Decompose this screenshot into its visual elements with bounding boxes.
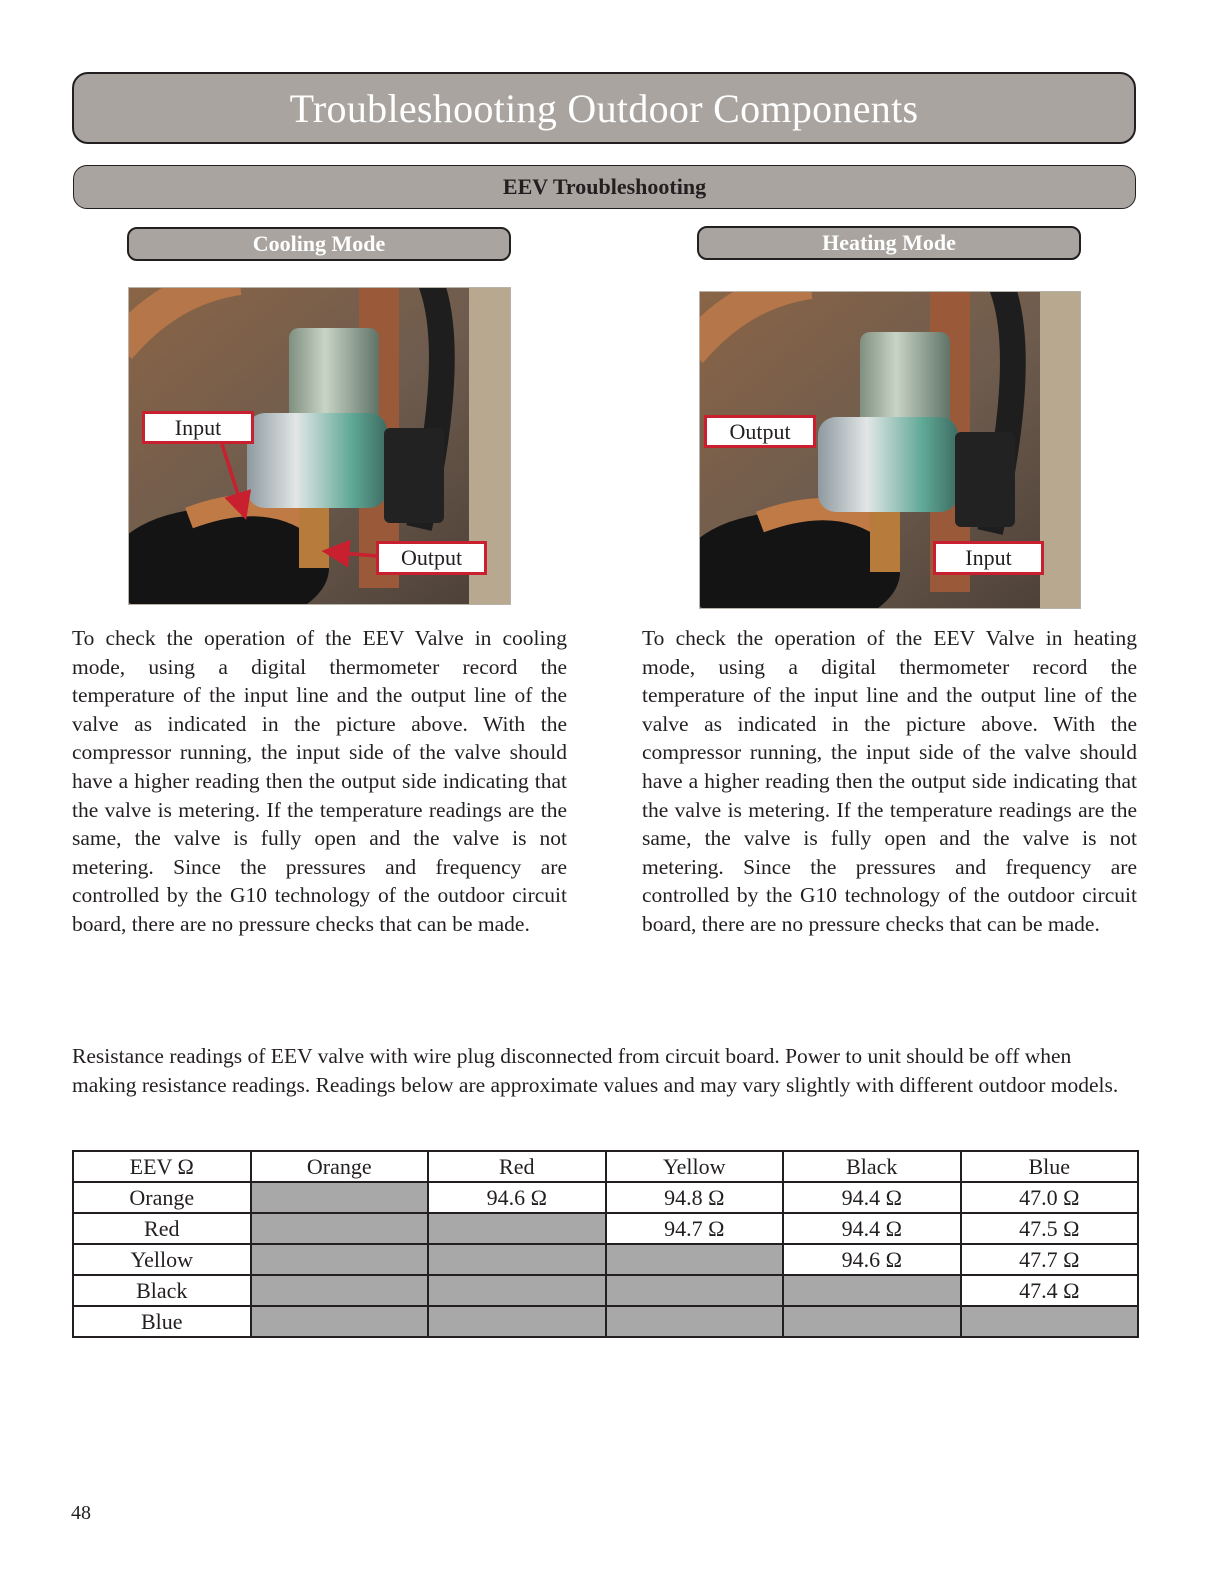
shaded-cell xyxy=(251,1244,429,1275)
table-row xyxy=(73,1306,1138,1337)
table-header-cell: Yellow xyxy=(606,1151,784,1182)
heating-mode-bar xyxy=(697,226,1081,260)
section-title: EEV Troubleshooting xyxy=(502,174,707,199)
table-cell: 47.5 Ω xyxy=(961,1213,1139,1244)
table-header-cell: EEV Ω xyxy=(73,1151,251,1182)
table-row xyxy=(73,1244,1138,1275)
table-cell: 47.0 Ω xyxy=(961,1182,1139,1213)
resistance-table xyxy=(72,1150,1139,1338)
table-cell: 47.4 Ω xyxy=(961,1275,1139,1306)
shaded-cell xyxy=(428,1306,606,1337)
table-cell: 94.6 Ω xyxy=(428,1182,606,1213)
row-label: Red xyxy=(73,1213,251,1244)
shaded-cell xyxy=(783,1306,961,1337)
shaded-cell xyxy=(606,1275,784,1306)
table-row xyxy=(73,1213,1138,1244)
table-row xyxy=(73,1182,1138,1213)
heating-input-callout xyxy=(933,541,1044,575)
row-label: Black xyxy=(73,1275,251,1306)
table-header-cell: Orange xyxy=(251,1151,429,1182)
heating-output-callout xyxy=(704,415,816,448)
cooling-output-arrow xyxy=(332,552,376,556)
shaded-cell xyxy=(428,1213,606,1244)
table-cell: 47.7 Ω xyxy=(961,1244,1139,1275)
page-title: Troubleshooting Outdoor Components xyxy=(289,85,919,131)
table-header-cell: Black xyxy=(783,1151,961,1182)
heating-paragraph: To check the operation of the EEV Valve in heating mode, using a digital thermometer record the temperature of the input line and the output line of the valve as indicated in the picture above. With the compressor running, the input side of the valve should have a higher reading then the output side indicating that the valve is metering. If the temperature readings are the same, the valve is fully open and the valve is not metering. Since the pressures and frequency are controlled by the G10 technology of the outdoor circuit board, there are no pressure checks that can be made. xyxy=(642,626,1137,936)
table-header-row xyxy=(73,1151,1138,1182)
shaded-cell xyxy=(251,1213,429,1244)
shaded-cell xyxy=(251,1275,429,1306)
cooling-input-label: Input xyxy=(174,414,222,440)
cooling-output-label: Output xyxy=(400,545,463,570)
row-label: Yellow xyxy=(73,1244,251,1275)
cooling-mode-label: Cooling Mode xyxy=(252,231,386,256)
cooling-input-arrow xyxy=(222,444,243,510)
shaded-cell xyxy=(428,1244,606,1275)
table-header-cell: Red xyxy=(428,1151,606,1182)
shaded-cell xyxy=(961,1306,1139,1337)
table-cell: 94.4 Ω xyxy=(783,1213,961,1244)
shaded-cell xyxy=(606,1244,784,1275)
table-cell: 94.8 Ω xyxy=(606,1182,784,1213)
heating-input-label: Input xyxy=(965,545,1012,570)
row-label: Blue xyxy=(73,1306,251,1337)
shaded-cell xyxy=(783,1275,961,1306)
shaded-cell xyxy=(251,1182,429,1213)
table-cell: 94.7 Ω xyxy=(606,1213,784,1244)
cooling-paragraph: To check the operation of the EEV Valve in cooling mode, using a digital thermometer record the temperature of the input line and the output line of the valve as indicated in the picture above. With the compressor running, the input side of the valve should have a higher reading then the output side indicating that the valve is metering. If the temperature readings are the same, the valve is fully open and the valve is not metering. Since the pressures and frequency are controlled by the G10 technology of the outdoor circuit board, there are no pressure checks that can be made. xyxy=(72,626,567,936)
heating-output-label: Output xyxy=(729,418,791,444)
table-cell: 94.6 Ω xyxy=(783,1244,961,1275)
table-row xyxy=(73,1275,1138,1306)
page-number: 48 xyxy=(71,1502,91,1524)
table-cell: 94.4 Ω xyxy=(783,1182,961,1213)
resistance-intro: Resistance readings of EEV valve with wire plug disconnected from circuit board. Power to unit should be off when making resistance readings. Readings below are approximate values and may vary slightly with different outdoor models. xyxy=(72,1044,1119,1097)
shaded-cell xyxy=(428,1275,606,1306)
heating-mode-label: Heating Mode xyxy=(822,230,956,255)
table-header-cell: Blue xyxy=(961,1151,1139,1182)
shaded-cell xyxy=(606,1306,784,1337)
row-label: Orange xyxy=(73,1182,251,1213)
shaded-cell xyxy=(251,1306,429,1337)
